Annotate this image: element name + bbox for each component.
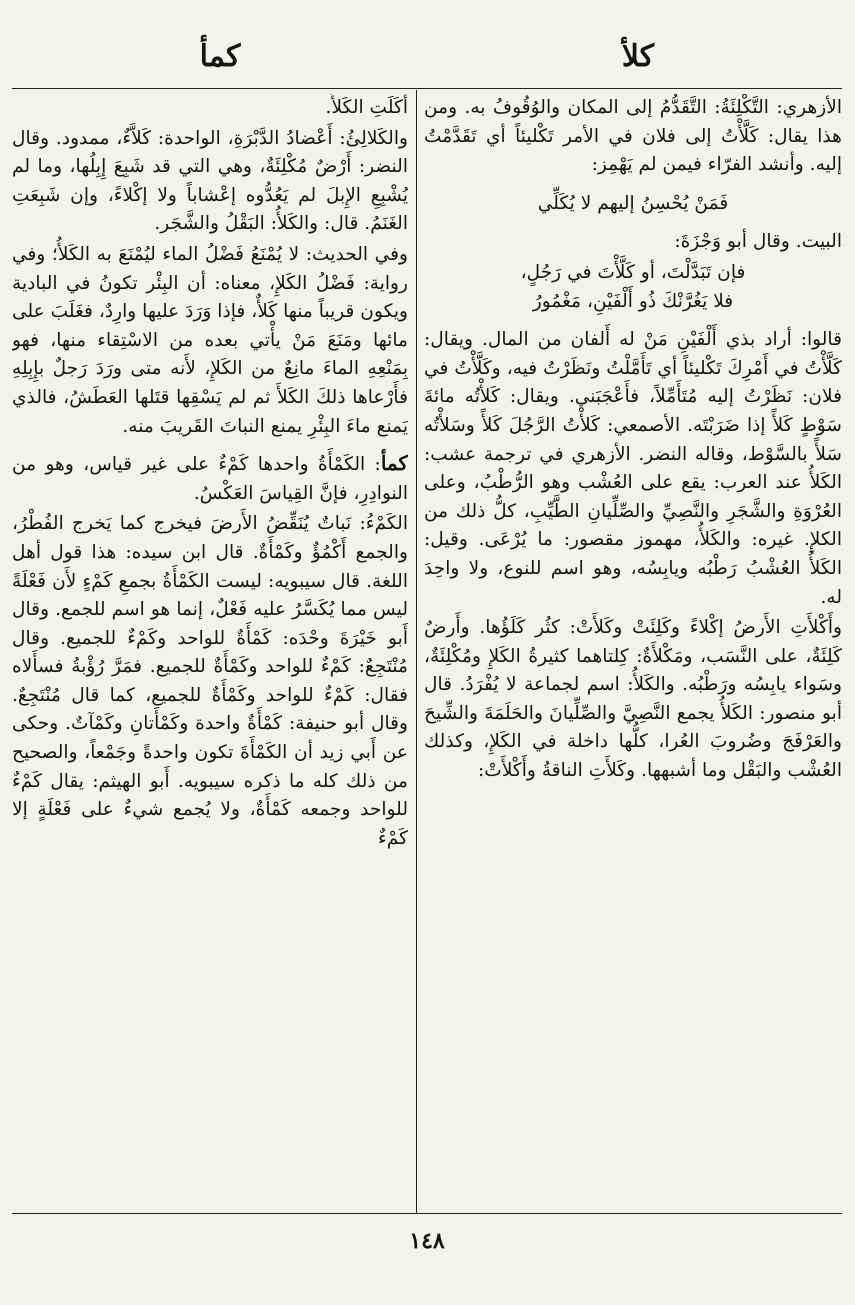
paragraph: أَكَلَتِ الكَلأَ.: [325, 97, 408, 118]
column-divider: [416, 90, 417, 1213]
right-column: [424, 94, 842, 1209]
header-root-word-right: كلأ: [621, 38, 655, 74]
paragraph: والكَلالِئُ: أَعْضادُ الدَّبْرَةِ، الواحدة: كَلاَّءٌ، ممدود. وقال النضر: أَرْضٌ مُكْلِئَةٌ، وهي التي قد شَبِعَ إِبِلُها، وما لم يُشْبِعِ الإِبلَ لم يَعُدُّوه إعْشاباً ولا إكْلاءً، وإن شَبِعَتِ الغَنَمُ. قال: والكَلأُ: البَقْلُ والشَّجَر.: [12, 127, 408, 235]
paragraph: قالوا: أراد بذي أَلْفَيْنِ مَنْ له أَلفان من المال. ويقال: كَلَّأْتُ في أَمْرِكَ تَكْليئاً أي تَأَمَّلْتُ ونَظَرْتُ فيه، وكَلَّأْتُ في فلان: نَظَرْتُ إليه مُتَأَمِّلاً، فأَعْجَبَني. ويقال: كَلأْتُه مائةَ سَوْطٍ كَلأً إذا ضَرَبْتَه. الأصمعي: كَلأْتُ الرَّجُلَ كَلأً وسَلأْتُه سَلأً بالسَّوْط، وقاله النضر. الأزهري في ترجمة عشب: الكَلأُ عند العرب: يقع على العُشْب وهو الرُّطْبُ، وعلى العُرْوَةِ والشَّجَرِ والنَّصِيِّ والصِّلِّيانِ الطَّيِّبِ، كلُّ ذلك من الكلإِ. غيره: والكَلأُ، مهموز مقصور: ما يُرْعَى. وقيل: الكَلأُ العُشْبُ رَطْبُه ويابِسُه، وهو اسم للنوع، ولا واحِدَ له.: [424, 329, 842, 608]
bottom-rule: [12, 1213, 842, 1214]
verse-line: فإن تَبَدَّلْتَ، أو كَلَّأْتَ في رَجُلٍ،: [520, 261, 746, 283]
top-rule: [12, 88, 842, 89]
entry-text: : الكَمْأَةُ واحدها كَمْءٌ على غير قياس، وهو من النوادِرِ، فإنَّ القِياسَ العَكْسُ.: [12, 454, 408, 504]
entry-headword: كمأ: [380, 451, 408, 476]
paragraph: وفي الحديث: لا يُمْنَعُ فَضْلُ الماء ليُمْنَعَ به الكَلأُ؛ وفي رواية: فَضْلُ الكَلإِ، معناه: أن البِئْر تكونُ في البادية ويكون قريباً منها كَلأٌ، فإذا وَرَدَ عليها وارِدٌ، فغَلَبَ على مائها ومَنَعَ مَنْ يأْتي بعده من الاسْتِقاء منها، فهو بِمَنْعِهِ الماءَ مانِعٌ من الكَلإِ، لأَنه متى ورَدَ رَجلٌ بإِبِلِهِ فأَرْعاها ذلكَ الكَلأَ ثم لم يَسْقِها قتَلها العَطَشُ، فالذي يَمنع ماءَ البِئْرِ يمنع النباتَ القَريبَ منه.: [12, 243, 408, 437]
left-column: [12, 94, 408, 1209]
page-number: ١٤٨: [409, 1228, 445, 1254]
entry-paragraph: [12, 449, 408, 508]
header-root-word-left: كمأ: [199, 38, 241, 74]
verse: فَمَنْ يُحْسِنُ إليهم لا يُكَلِّي: [537, 192, 729, 214]
paragraph: الكَمْءُ: نَباتٌ يُنَقِّضُ الأَرضَ فيخرج كما يَخرج الفُطْرُ، والجمع أَكْمُؤٌ وكَمْأَةٌ. قال ابن سيده: هذا قول أهل اللغة. قال سيبويه: ليست الكَمْأَةُ بجمعِ كَمْءٍ لأَن فَعْلَةً ليس مما يُكَسَّرُ عليه فَعْلٌ، إنما هو اسم للجمع. وقال أَبو خَيْرَةَ وحْدَه: كَمْأَةٌ للواحد وكَمْءٌ للجميع. وقال مُنْتَجِعٌ: كَمْءٌ للواحد وكَمْأَةٌ للجميع. فمَرَّ رُؤْبةُ فسأَلاه فقال: كَمْءٌ للواحد وكَمْأَةٌ للجميع، كما قال مُنْتَجِعٌ. وقال أبو حنيفة: كَمْأَةٌ واحدة وكَمْأَتانِ وكَمْآتٌ. وحكى عن أَبي زيد أن الكَمْأَةَ تكون واحدةً وجَمْعاً، والصحيح من ذلك كله ما ذكره سيبويه. أَبو الهيثم: يقال كَمْءٌ للواحد وجمعه كَمْأَةٌ، ولا يُجمع شيءٌ على فَعْلَةٍ إلا كَمْءٌ: [12, 513, 408, 849]
paragraph: البيت. وقال أبو وَجْزَةَ:: [674, 231, 842, 253]
paragraph: الأزهري: التَّكْلِئَةُ: التَّقَدُّمُ إلى المكان والوُقُوفُ به. ومن هذا يقال: كَلَّأْتُ إلى فلان في الأمر تَكْليئاً أي تَقَدَّمْتُ إليه. وأنشد الفرّاء فيمن لم يَهْمِز:: [424, 97, 842, 176]
paragraph: وأَكْلأَتِ الأَرضُ إكْلاءً وكَلِئَتْ وكَلأَتْ: كثُر كَلَؤُها. وأَرضٌ كَلِئَةٌ، على النَّسَب، ومَكْلأَةٌ: كِلتاهما كثيرةُ الكَلإِ ومُكْلِئَةٌ، وسَواء يابِسُه ورَطْبُه. والكَلأُ: اسم لجماعة لا يُفْرَدُ. قال أبو منصور: الكَلأُ يجمع النَّصِيَّ والصِّلِّيانَ والحَلَمَةَ والشِّيحَ والعَرْفَجَ وضُروبَ العُرا، كلُّها داخلة في الكَلإِ، وكذلك العُشْب والبَقْل وما أشبهها. وكَلأَتِ الناقةُ وأَكْلأَتْ:: [424, 617, 842, 782]
verse-line: فلا يَغُرَّنْكَ ذُو أَلْفَيْنِ، مَغْمُورُ: [532, 290, 734, 312]
